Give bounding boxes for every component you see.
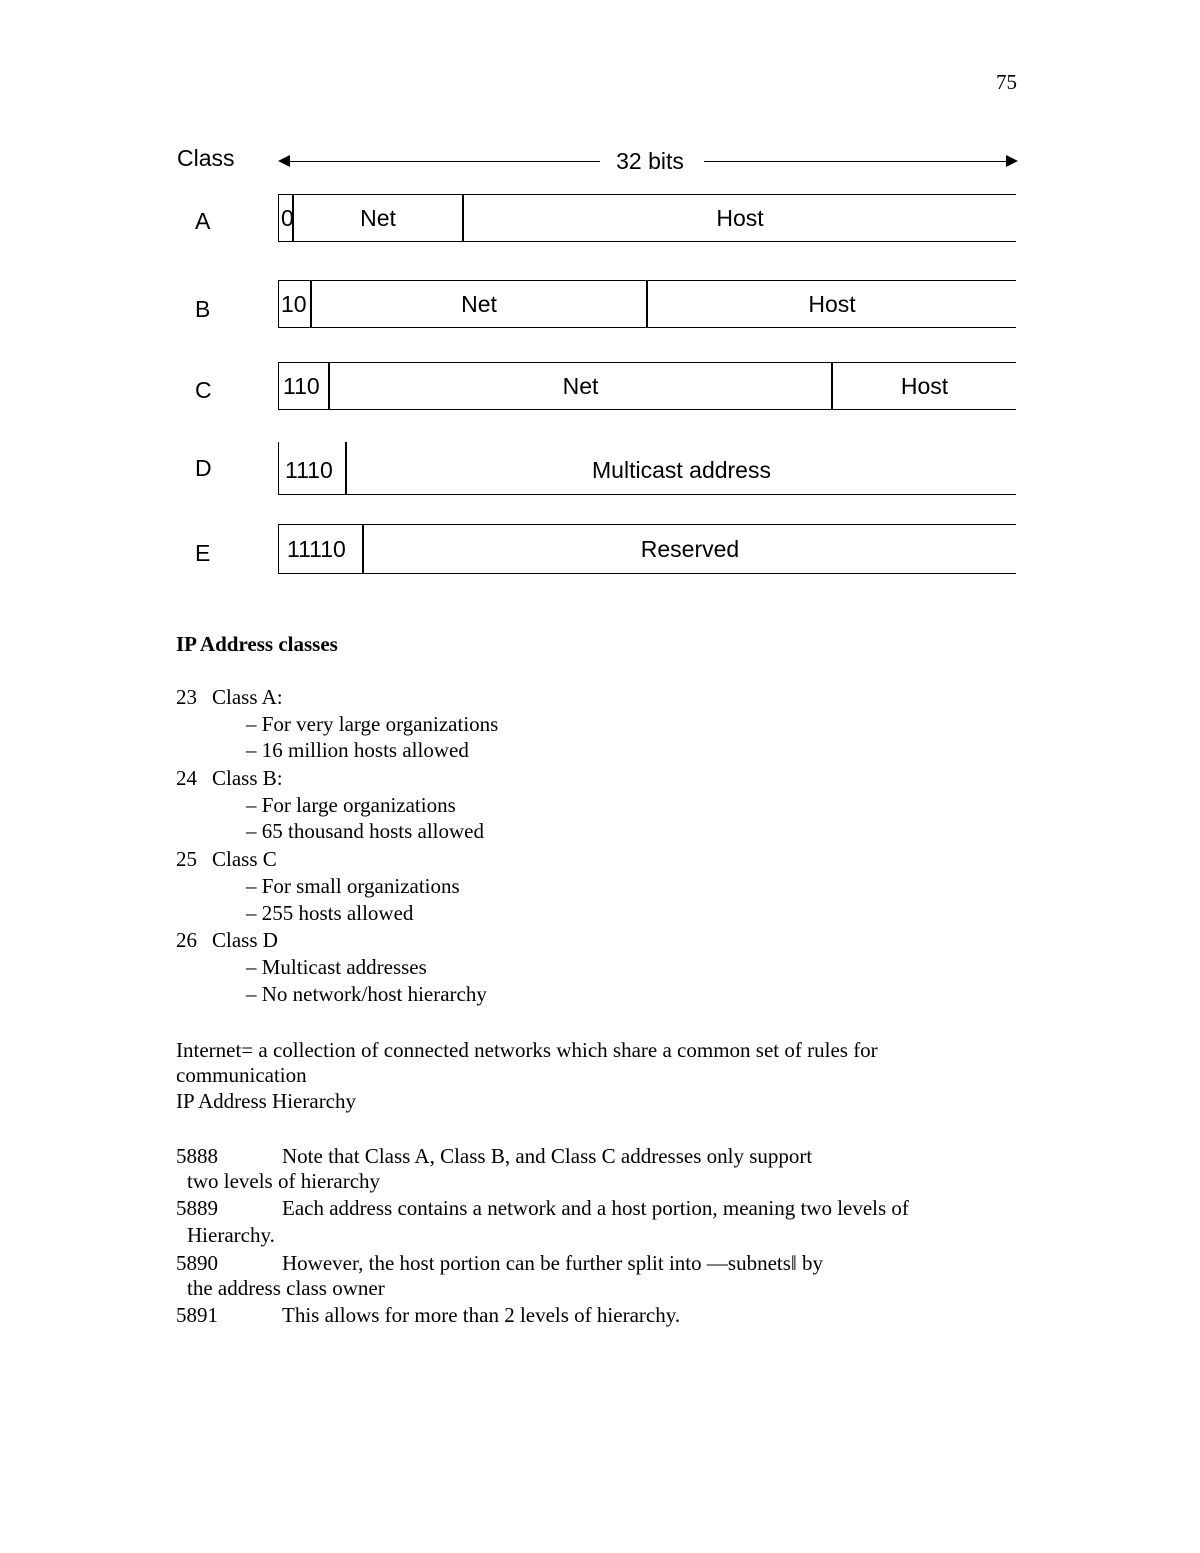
note-line-1: Note that Class A, Class B, and Class C addresses only support [282, 1144, 813, 1168]
class-c-bullet-1: – For small organizations [246, 874, 460, 898]
class-b-host: Host [808, 290, 856, 317]
class-c-title: Class C [212, 847, 277, 871]
class-c-prefix: 110 [279, 363, 330, 409]
class-b-title: Class B: [212, 766, 283, 790]
internet-definition-line-2: communication [176, 1063, 307, 1087]
class-label-b: B [195, 296, 211, 322]
class-d-prefix: 1110 [285, 456, 333, 483]
class-b-bullet-1: – For large organizations [246, 793, 456, 817]
class-d-bullet-1: – Multicast addresses [246, 955, 427, 979]
class-b-num: 24 [176, 766, 197, 790]
class-header: Class [177, 145, 235, 171]
note-line-2: the address class owner [187, 1276, 385, 1300]
class-e-body: Reserved [640, 535, 740, 562]
class-c-bullet-2: – 255 hosts allowed [246, 901, 414, 925]
class-label-a: A [195, 208, 211, 234]
internet-definition-line-1: Internet= a collection of connected networks which share a common set of rules for [176, 1038, 878, 1062]
class-d-body: Multicast address [592, 456, 771, 483]
arrow-right-line [704, 161, 1014, 162]
arrow-right-head [1006, 155, 1018, 167]
class-d-num: 26 [176, 928, 197, 952]
class-d-row [278, 442, 1016, 495]
class-a-host: Host [716, 204, 764, 231]
ip-class-diagram [0, 0, 1200, 600]
class-b-bullet-2: – 65 thousand hosts allowed [246, 819, 484, 843]
class-e-prefix: 11110 [279, 525, 364, 573]
class-e-row [278, 524, 1016, 574]
note-line-2: Hierarchy. [187, 1223, 275, 1247]
class-a-num: 23 [176, 685, 197, 709]
note-line-1: This allows for more than 2 levels of hierarchy. [282, 1303, 681, 1327]
bits-label: 32 bits [600, 148, 700, 175]
class-d-bullet-2: – No network/host hierarchy [246, 982, 487, 1006]
note-num: 5888 [176, 1144, 218, 1168]
note-num: 5890 [176, 1251, 218, 1275]
note-line-1: Each address contains a network and a host portion, meaning two levels of [282, 1196, 909, 1220]
hierarchy-heading: IP Address Hierarchy [176, 1089, 357, 1113]
class-a-title: Class A: [212, 685, 283, 709]
class-a-net: Net [294, 195, 464, 241]
note-num: 5891 [176, 1303, 218, 1327]
page-number: 75 [996, 70, 1017, 94]
class-b-prefix: 10 [279, 281, 312, 327]
class-c-num: 25 [176, 847, 197, 871]
class-c-net: Net [330, 363, 833, 409]
class-c-host: Host [900, 372, 949, 399]
note-num: 5889 [176, 1196, 218, 1220]
class-a-bullet-1: – For very large organizations [246, 712, 499, 736]
arrow-left-line [282, 161, 602, 162]
section-heading: IP Address classes [176, 632, 338, 656]
class-label-d: D [195, 455, 212, 481]
class-d-title: Class D [212, 928, 278, 952]
class-a-row [278, 194, 1016, 242]
class-label-e: E [195, 540, 211, 566]
class-b-net: Net [312, 281, 648, 327]
note-line-2: two levels of hierarchy [187, 1169, 381, 1193]
class-a-prefix: 0 [279, 195, 294, 241]
class-b-row [278, 280, 1016, 328]
class-a-bullet-2: – 16 million hosts allowed [246, 738, 469, 762]
note-line-1: However, the host portion can be further split into ―subnets‖ by [282, 1251, 824, 1275]
class-c-row [278, 362, 1016, 410]
class-label-c: C [195, 377, 212, 403]
